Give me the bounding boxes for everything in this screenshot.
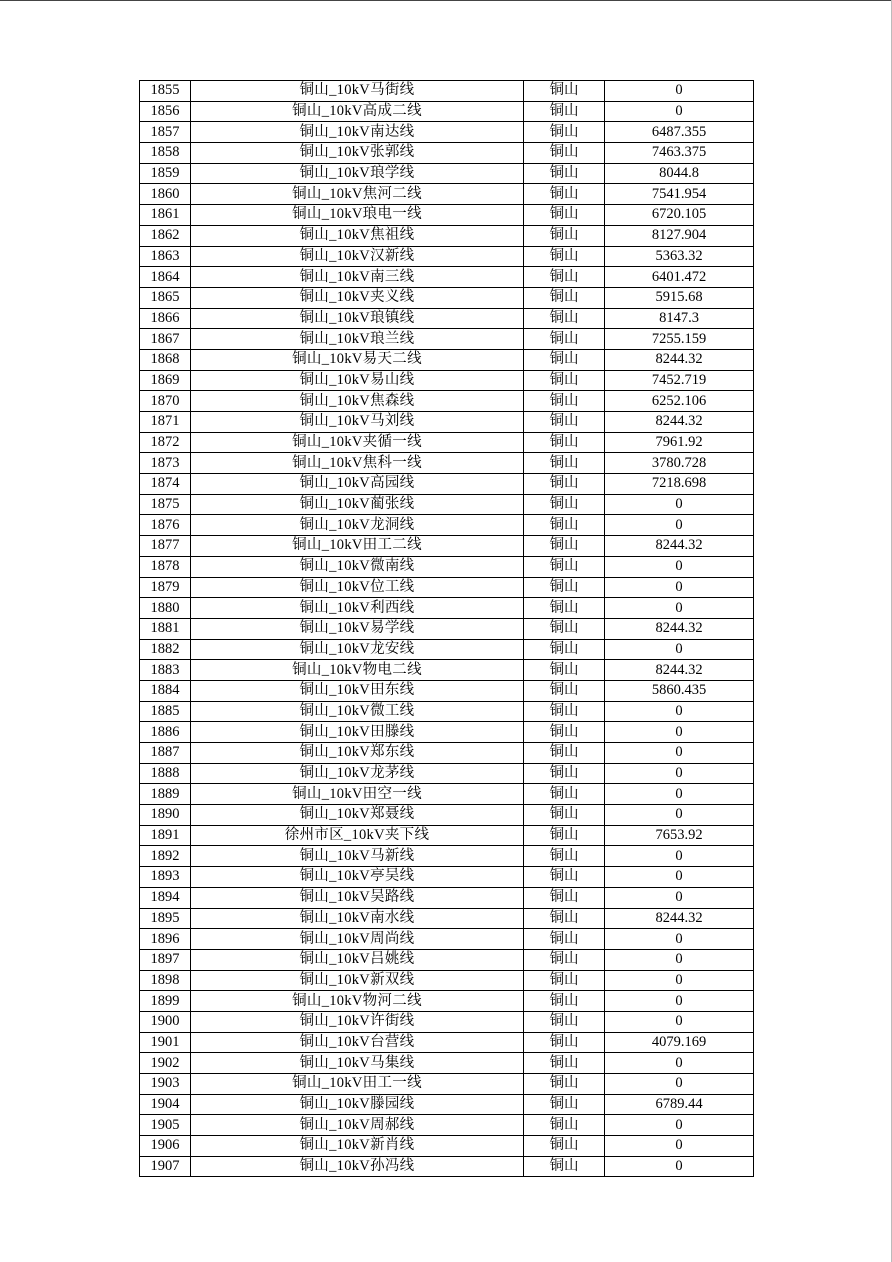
region-cell: 铜山: [524, 908, 605, 929]
value-cell: 6401.472: [605, 267, 754, 288]
region-cell: 铜山: [524, 287, 605, 308]
row-number-cell: 1889: [140, 784, 191, 805]
region-cell: 铜山: [524, 515, 605, 536]
table-row: [140, 680, 754, 701]
row-number-cell: 1857: [140, 122, 191, 143]
region-cell: 铜山: [524, 101, 605, 122]
line-name-cell: 铜山_10kV位工线: [191, 577, 524, 598]
table-row: [140, 887, 754, 908]
line-name-cell: 铜山_10kV微南线: [191, 556, 524, 577]
table-row: [140, 1053, 754, 1074]
table-row: [140, 598, 754, 619]
value-cell: 0: [605, 929, 754, 950]
region-cell: 铜山: [524, 701, 605, 722]
line-name-cell: 铜山_10kV新肖线: [191, 1136, 524, 1157]
line-name-cell: 铜山_10kV夹循一线: [191, 432, 524, 453]
table-row: [140, 970, 754, 991]
table-row: [140, 515, 754, 536]
row-number-cell: 1856: [140, 101, 191, 122]
line-name-cell: 铜山_10kV龙洞线: [191, 515, 524, 536]
row-number-cell: 1905: [140, 1115, 191, 1136]
table-row: [140, 143, 754, 164]
value-cell: 0: [605, 1074, 754, 1095]
row-number-cell: 1904: [140, 1094, 191, 1115]
line-name-cell: 铜山_10kV郑东线: [191, 743, 524, 764]
row-number-cell: 1868: [140, 349, 191, 370]
region-cell: 铜山: [524, 246, 605, 267]
row-number-cell: 1876: [140, 515, 191, 536]
value-cell: 0: [605, 577, 754, 598]
value-cell: 0: [605, 556, 754, 577]
value-cell: 0: [605, 722, 754, 743]
row-number-cell: 1894: [140, 887, 191, 908]
region-cell: 铜山: [524, 784, 605, 805]
row-number-cell: 1902: [140, 1053, 191, 1074]
table-row: [140, 184, 754, 205]
value-cell: 7463.375: [605, 143, 754, 164]
line-name-cell: 铜山_10kV田工一线: [191, 1074, 524, 1095]
value-cell: 0: [605, 515, 754, 536]
region-cell: 铜山: [524, 1156, 605, 1177]
line-name-cell: 铜山_10kV易天二线: [191, 349, 524, 370]
line-name-cell: 铜山_10kV焦祖线: [191, 225, 524, 246]
row-number-cell: 1875: [140, 494, 191, 515]
table-row: [140, 349, 754, 370]
region-cell: 铜山: [524, 805, 605, 826]
line-name-cell: 铜山_10kV马新线: [191, 846, 524, 867]
table-row: [140, 163, 754, 184]
table-row: [140, 846, 754, 867]
table-row: [140, 1011, 754, 1032]
row-number-cell: 1869: [140, 370, 191, 391]
row-number-cell: 1903: [140, 1074, 191, 1095]
row-number-cell: 1865: [140, 287, 191, 308]
value-cell: 8044.8: [605, 163, 754, 184]
table-row: [140, 949, 754, 970]
line-name-cell: 铜山_10kV利西线: [191, 598, 524, 619]
value-cell: 5915.68: [605, 287, 754, 308]
table-row: [140, 618, 754, 639]
row-number-cell: 1885: [140, 701, 191, 722]
region-cell: 铜山: [524, 722, 605, 743]
region-cell: 铜山: [524, 391, 605, 412]
value-cell: 0: [605, 1053, 754, 1074]
row-number-cell: 1883: [140, 660, 191, 681]
value-cell: 7255.159: [605, 329, 754, 350]
row-number-cell: 1867: [140, 329, 191, 350]
line-name-cell: 铜山_10kV田滕线: [191, 722, 524, 743]
region-cell: 铜山: [524, 122, 605, 143]
table-row: [140, 1115, 754, 1136]
region-cell: 铜山: [524, 329, 605, 350]
row-number-cell: 1859: [140, 163, 191, 184]
value-cell: 6789.44: [605, 1094, 754, 1115]
value-cell: 7653.92: [605, 825, 754, 846]
region-cell: 铜山: [524, 494, 605, 515]
line-name-cell: 铜山_10kV南三线: [191, 267, 524, 288]
region-cell: 铜山: [524, 743, 605, 764]
value-cell: 0: [605, 1156, 754, 1177]
table-row: [140, 453, 754, 474]
region-cell: 铜山: [524, 163, 605, 184]
value-cell: 7218.698: [605, 474, 754, 495]
region-cell: 铜山: [524, 929, 605, 950]
value-cell: 7452.719: [605, 370, 754, 391]
region-cell: 铜山: [524, 763, 605, 784]
line-name-cell: 铜山_10kV台营线: [191, 1032, 524, 1053]
line-name-cell: 铜山_10kV马街线: [191, 81, 524, 102]
row-number-cell: 1872: [140, 432, 191, 453]
line-name-cell: 铜山_10kV周郝线: [191, 1115, 524, 1136]
line-name-cell: 铜山_10kV周尚线: [191, 929, 524, 950]
line-name-cell: 铜山_10kV田东线: [191, 680, 524, 701]
region-cell: 铜山: [524, 556, 605, 577]
line-name-cell: 铜山_10kV焦科一线: [191, 453, 524, 474]
region-cell: 铜山: [524, 1074, 605, 1095]
region-cell: 铜山: [524, 225, 605, 246]
table-row: [140, 1156, 754, 1177]
table-row: [140, 1094, 754, 1115]
line-name-cell: 铜山_10kV琅学线: [191, 163, 524, 184]
row-number-cell: 1855: [140, 81, 191, 102]
line-name-cell: 铜山_10kV物河二线: [191, 991, 524, 1012]
line-name-cell: 铜山_10kV南达线: [191, 122, 524, 143]
row-number-cell: 1892: [140, 846, 191, 867]
row-number-cell: 1862: [140, 225, 191, 246]
table-body: [140, 81, 754, 1177]
row-number-cell: 1893: [140, 867, 191, 888]
table-row: [140, 1136, 754, 1157]
line-name-cell: 铜山_10kV吕姚线: [191, 949, 524, 970]
value-cell: 5860.435: [605, 680, 754, 701]
value-cell: 0: [605, 1115, 754, 1136]
line-name-cell: 徐州市区_10kV夹下线: [191, 825, 524, 846]
region-cell: 铜山: [524, 308, 605, 329]
region-cell: 铜山: [524, 474, 605, 495]
line-name-cell: 铜山_10kV吴路线: [191, 887, 524, 908]
value-cell: 0: [605, 846, 754, 867]
region-cell: 铜山: [524, 536, 605, 557]
table-row: [140, 267, 754, 288]
table-row: [140, 743, 754, 764]
row-number-cell: 1906: [140, 1136, 191, 1157]
region-cell: 铜山: [524, 846, 605, 867]
table-row: [140, 308, 754, 329]
value-cell: 3780.728: [605, 453, 754, 474]
table-row: [140, 536, 754, 557]
table-row: [140, 929, 754, 950]
value-cell: 5363.32: [605, 246, 754, 267]
line-name-cell: 铜山_10kV高成二线: [191, 101, 524, 122]
table-row: [140, 329, 754, 350]
value-cell: 8244.32: [605, 618, 754, 639]
value-cell: 7541.954: [605, 184, 754, 205]
row-number-cell: 1896: [140, 929, 191, 950]
region-cell: 铜山: [524, 432, 605, 453]
region-cell: 铜山: [524, 1136, 605, 1157]
region-cell: 铜山: [524, 143, 605, 164]
table-row: [140, 432, 754, 453]
row-number-cell: 1870: [140, 391, 191, 412]
table-row: [140, 763, 754, 784]
row-number-cell: 1863: [140, 246, 191, 267]
line-name-cell: 铜山_10kV龙茅线: [191, 763, 524, 784]
table-row: [140, 391, 754, 412]
row-number-cell: 1871: [140, 412, 191, 433]
region-cell: 铜山: [524, 949, 605, 970]
table-row: [140, 577, 754, 598]
region-cell: 铜山: [524, 1115, 605, 1136]
row-number-cell: 1877: [140, 536, 191, 557]
row-number-cell: 1860: [140, 184, 191, 205]
data-table: [139, 80, 754, 1177]
table-row: [140, 867, 754, 888]
table-row: [140, 122, 754, 143]
value-cell: 0: [605, 784, 754, 805]
region-cell: 铜山: [524, 1032, 605, 1053]
row-number-cell: 1890: [140, 805, 191, 826]
region-cell: 铜山: [524, 412, 605, 433]
row-number-cell: 1899: [140, 991, 191, 1012]
region-cell: 铜山: [524, 205, 605, 226]
line-name-cell: 铜山_10kV蔺张线: [191, 494, 524, 515]
row-number-cell: 1895: [140, 908, 191, 929]
top-border-line: [0, 0, 892, 1]
table-row: [140, 639, 754, 660]
region-cell: 铜山: [524, 970, 605, 991]
row-number-cell: 1866: [140, 308, 191, 329]
value-cell: 0: [605, 805, 754, 826]
value-cell: 0: [605, 763, 754, 784]
line-name-cell: 铜山_10kV新双线: [191, 970, 524, 991]
line-name-cell: 铜山_10kV南水线: [191, 908, 524, 929]
value-cell: 0: [605, 991, 754, 1012]
table-row: [140, 805, 754, 826]
line-name-cell: 铜山_10kV滕园线: [191, 1094, 524, 1115]
table-row: [140, 991, 754, 1012]
region-cell: 铜山: [524, 887, 605, 908]
row-number-cell: 1874: [140, 474, 191, 495]
row-number-cell: 1881: [140, 618, 191, 639]
line-name-cell: 铜山_10kV易学线: [191, 618, 524, 639]
row-number-cell: 1882: [140, 639, 191, 660]
value-cell: 0: [605, 1011, 754, 1032]
value-cell: 6252.106: [605, 391, 754, 412]
region-cell: 铜山: [524, 1011, 605, 1032]
region-cell: 铜山: [524, 267, 605, 288]
region-cell: 铜山: [524, 680, 605, 701]
value-cell: 8244.32: [605, 412, 754, 433]
table-row: [140, 412, 754, 433]
line-name-cell: 铜山_10kV易山线: [191, 370, 524, 391]
table-row: [140, 246, 754, 267]
value-cell: 8127.904: [605, 225, 754, 246]
region-cell: 铜山: [524, 577, 605, 598]
row-number-cell: 1888: [140, 763, 191, 784]
table-row: [140, 494, 754, 515]
row-number-cell: 1901: [140, 1032, 191, 1053]
line-name-cell: 铜山_10kV许街线: [191, 1011, 524, 1032]
table-row: [140, 474, 754, 495]
region-cell: 铜山: [524, 349, 605, 370]
region-cell: 铜山: [524, 867, 605, 888]
table-row: [140, 784, 754, 805]
value-cell: 0: [605, 970, 754, 991]
table-row: [140, 1074, 754, 1095]
region-cell: 铜山: [524, 825, 605, 846]
line-name-cell: 铜山_10kV夹义线: [191, 287, 524, 308]
line-name-cell: 铜山_10kV汉新线: [191, 246, 524, 267]
row-number-cell: 1873: [140, 453, 191, 474]
value-cell: 0: [605, 639, 754, 660]
row-number-cell: 1886: [140, 722, 191, 743]
region-cell: 铜山: [524, 184, 605, 205]
region-cell: 铜山: [524, 598, 605, 619]
line-name-cell: 铜山_10kV物电二线: [191, 660, 524, 681]
line-name-cell: 铜山_10kV郑聂线: [191, 805, 524, 826]
line-name-cell: 铜山_10kV琅兰线: [191, 329, 524, 350]
region-cell: 铜山: [524, 81, 605, 102]
row-number-cell: 1858: [140, 143, 191, 164]
table-row: [140, 825, 754, 846]
table-row: [140, 1032, 754, 1053]
value-cell: 0: [605, 101, 754, 122]
table-row: [140, 722, 754, 743]
row-number-cell: 1878: [140, 556, 191, 577]
row-number-cell: 1864: [140, 267, 191, 288]
line-name-cell: 铜山_10kV张郭线: [191, 143, 524, 164]
value-cell: 0: [605, 494, 754, 515]
row-number-cell: 1898: [140, 970, 191, 991]
row-number-cell: 1897: [140, 949, 191, 970]
row-number-cell: 1891: [140, 825, 191, 846]
value-cell: 0: [605, 887, 754, 908]
row-number-cell: 1884: [140, 680, 191, 701]
region-cell: 铜山: [524, 639, 605, 660]
row-number-cell: 1879: [140, 577, 191, 598]
value-cell: 0: [605, 81, 754, 102]
value-cell: 8244.32: [605, 536, 754, 557]
table-row: [140, 908, 754, 929]
table-row: [140, 101, 754, 122]
region-cell: 铜山: [524, 1094, 605, 1115]
value-cell: 0: [605, 949, 754, 970]
line-name-cell: 铜山_10kV高园线: [191, 474, 524, 495]
region-cell: 铜山: [524, 660, 605, 681]
line-name-cell: 铜山_10kV马刘线: [191, 412, 524, 433]
table-row: [140, 81, 754, 102]
row-number-cell: 1900: [140, 1011, 191, 1032]
region-cell: 铜山: [524, 991, 605, 1012]
line-name-cell: 铜山_10kV亭吴线: [191, 867, 524, 888]
value-cell: 8147.3: [605, 308, 754, 329]
table-row: [140, 370, 754, 391]
region-cell: 铜山: [524, 453, 605, 474]
value-cell: 0: [605, 1136, 754, 1157]
value-cell: 0: [605, 867, 754, 888]
row-number-cell: 1907: [140, 1156, 191, 1177]
value-cell: 8244.32: [605, 349, 754, 370]
line-name-cell: 铜山_10kV龙安线: [191, 639, 524, 660]
table-row: [140, 660, 754, 681]
value-cell: 7961.92: [605, 432, 754, 453]
table-row: [140, 556, 754, 577]
region-cell: 铜山: [524, 618, 605, 639]
value-cell: 8244.32: [605, 908, 754, 929]
row-number-cell: 1887: [140, 743, 191, 764]
line-name-cell: 铜山_10kV琅镇线: [191, 308, 524, 329]
line-name-cell: 铜山_10kV琅电一线: [191, 205, 524, 226]
line-name-cell: 铜山_10kV马集线: [191, 1053, 524, 1074]
row-number-cell: 1861: [140, 205, 191, 226]
table-row: [140, 287, 754, 308]
line-name-cell: 铜山_10kV焦河二线: [191, 184, 524, 205]
value-cell: 0: [605, 743, 754, 764]
value-cell: 6487.355: [605, 122, 754, 143]
table-row: [140, 701, 754, 722]
row-number-cell: 1880: [140, 598, 191, 619]
region-cell: 铜山: [524, 370, 605, 391]
value-cell: 8244.32: [605, 660, 754, 681]
table-row: [140, 225, 754, 246]
line-name-cell: 铜山_10kV田工二线: [191, 536, 524, 557]
value-cell: 0: [605, 701, 754, 722]
value-cell: 4079.169: [605, 1032, 754, 1053]
value-cell: 6720.105: [605, 205, 754, 226]
value-cell: 0: [605, 598, 754, 619]
line-name-cell: 铜山_10kV田空一线: [191, 784, 524, 805]
line-name-cell: 铜山_10kV焦森线: [191, 391, 524, 412]
region-cell: 铜山: [524, 1053, 605, 1074]
line-name-cell: 铜山_10kV微工线: [191, 701, 524, 722]
table-row: [140, 205, 754, 226]
line-name-cell: 铜山_10kV孙冯线: [191, 1156, 524, 1177]
